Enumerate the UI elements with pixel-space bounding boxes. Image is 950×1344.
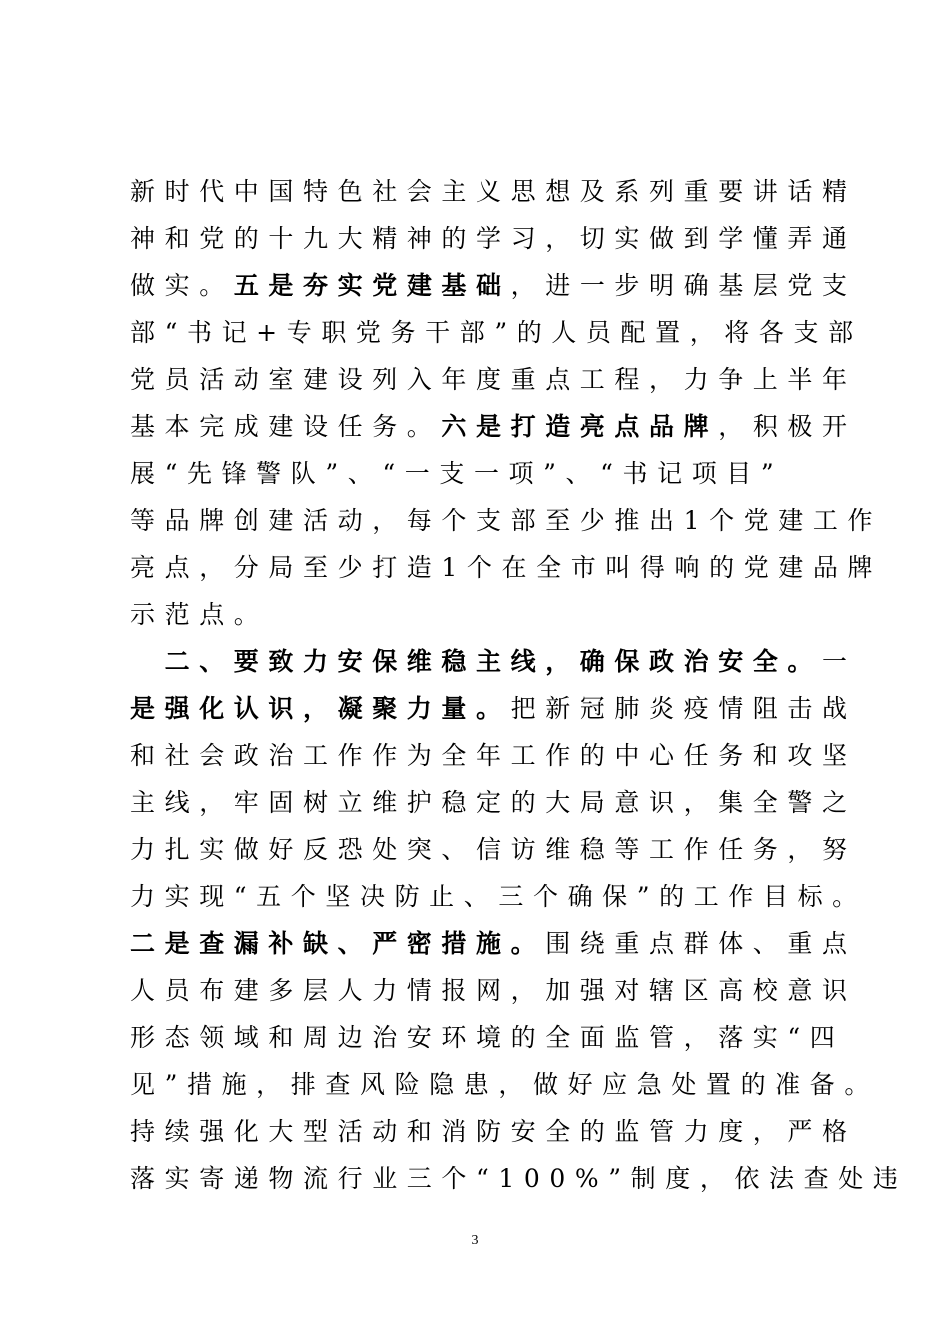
text-line xyxy=(130,497,883,544)
text-segment: 一 xyxy=(822,647,857,676)
text-segment: 把新冠肺炎疫情阻击战 xyxy=(510,694,857,723)
text-segment: ，积极开 xyxy=(718,412,857,441)
text-line xyxy=(130,685,857,732)
text-line xyxy=(130,967,857,1014)
text-segment: 党员活动室建设列入年度重点工程，力争上半年 xyxy=(130,365,857,394)
text-line xyxy=(130,920,857,967)
text-line xyxy=(130,544,883,591)
bold-text-segment: 六是打造亮点品牌 xyxy=(441,412,719,441)
page-number: 3 xyxy=(471,1233,479,1248)
text-segment: 力扎实做好反恐处突、信访维稳等工作任务，努 xyxy=(130,835,857,864)
text-line xyxy=(130,356,857,403)
text-segment: 落实寄递物流行业三个“100%”制度，依法查处违 xyxy=(130,1164,908,1193)
text-line xyxy=(130,309,863,356)
text-line xyxy=(130,779,857,826)
text-line xyxy=(130,403,857,450)
document-body xyxy=(130,168,908,1202)
bold-text-segment: 是强化认识，凝聚力量。 xyxy=(130,694,511,723)
text-segment: 主线，牢固树立维护稳定的大局意识，集全警之 xyxy=(130,788,857,817)
text-line xyxy=(130,450,830,497)
bold-text-segment: 五是夯实党建基础 xyxy=(233,271,511,300)
text-line xyxy=(130,1014,845,1061)
text-line xyxy=(130,732,857,779)
text-segment: 持续强化大型活动和消防安全的监管力度，严格 xyxy=(130,1117,857,1146)
text-segment: 新时代中国特色社会主义思想及系列重要讲话精 xyxy=(130,177,857,206)
text-segment: 亮点，分局至少打造1个在全市叫得响的党建品牌 xyxy=(130,553,883,582)
text-segment: 展“先锋警队”、“一支一项”、“书记项目” xyxy=(130,459,784,488)
text-segment: 做实。 xyxy=(130,271,234,300)
text-line xyxy=(130,873,867,920)
text-line xyxy=(130,215,857,262)
text-line xyxy=(130,1061,879,1108)
text-segment: 形态领域和周边治安环境的全面监管，落实“四 xyxy=(130,1023,845,1052)
text-line xyxy=(130,591,830,638)
text-segment: 力实现“五个坚决防止、三个确保”的工作目标。 xyxy=(130,882,867,911)
text-segment: 基本完成建设任务。 xyxy=(130,412,442,441)
text-segment: 等品牌创建活动，每个支部至少推出1个党建工作 xyxy=(130,506,883,535)
bold-text-segment: 二是查漏补缺、严密措施。 xyxy=(130,929,546,958)
text-segment: 和社会政治工作作为全年工作的中心任务和攻坚 xyxy=(130,741,857,770)
text-line xyxy=(130,826,857,873)
text-line xyxy=(130,638,857,685)
text-segment: 神和党的十九大精神的学习，切实做到学懂弄通 xyxy=(130,224,857,253)
text-line xyxy=(130,168,857,215)
text-segment: 人员布建多层人力情报网，加强对辖区高校意识 xyxy=(130,976,857,1005)
text-segment: ，进一步明确基层党支 xyxy=(510,271,857,300)
text-segment: 围绕重点群体、重点 xyxy=(545,929,857,958)
text-segment: 部“书记+专职党务干部”的人员配置，将各支部 xyxy=(130,318,863,347)
text-segment: 示范点。 xyxy=(130,600,269,629)
text-segment: 见”措施，排查风险隐患，做好应急处置的准备。 xyxy=(130,1070,879,1099)
text-line xyxy=(130,1155,908,1202)
bold-text-segment: 二、要致力安保维稳主线，确保政治安全。 xyxy=(130,647,823,676)
text-line xyxy=(130,1108,857,1155)
text-line xyxy=(130,262,857,309)
